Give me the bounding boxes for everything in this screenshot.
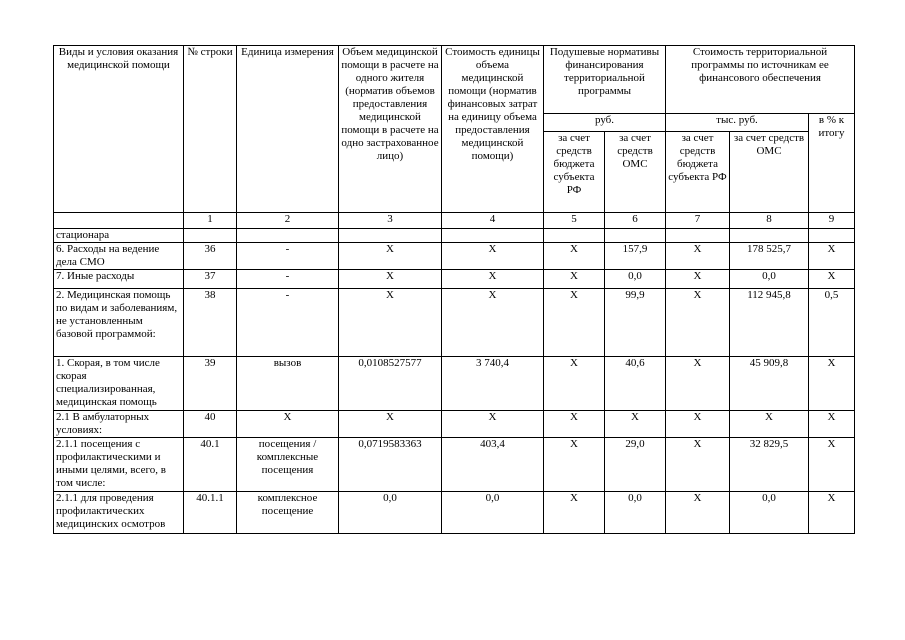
row-num: 40.1.1 [184,492,237,534]
row-total-budget: Х [666,411,730,438]
row-per-capita-budget: Х [544,270,605,289]
col-number: 9 [809,213,855,229]
col-number-blank [54,213,184,229]
row-total-budget: Х [666,438,730,492]
col-number: 4 [442,213,544,229]
row-cost: Х [442,270,544,289]
table-row [54,411,855,438]
row-cost: Х [442,411,544,438]
row-unit: - [237,289,339,357]
row-per-capita-oms: 29,0 [605,438,666,492]
row-name: 1. Скорая, в том числе скорая специализированная, медицинская помощь [54,357,184,411]
header-pct: в % к итогу [809,114,855,213]
row-unit: Х [237,411,339,438]
table-row [54,270,855,289]
row-unit: - [237,243,339,270]
header-budget: за счет средств бюджета субъекта РФ [544,132,605,213]
row-volume: 0,0 [339,492,442,534]
row-volume: Х [339,243,442,270]
row-total-budget: Х [666,289,730,357]
row-num: 38 [184,289,237,357]
row-unit: вызов [237,357,339,411]
header-stoim: Стоимость единицы объема медицинской помощи (норматив финансовых затрат на единицу объема предоставления медицинской помощи) [442,46,544,213]
header-oms2: за счет средств ОМС [730,132,809,213]
col-number: 6 [605,213,666,229]
row-per-capita-budget: Х [544,357,605,411]
medical-care-table [53,45,855,534]
header-tys-rub: тыс. руб. [666,114,809,132]
header-podush: Подушевые нормативы финансирования территориальной программы [544,46,666,114]
table-row [54,492,855,534]
col-number: 3 [339,213,442,229]
table-row [54,357,855,411]
col-number: 7 [666,213,730,229]
row-percent: Х [809,492,855,534]
row-per-capita-budget: Х [544,492,605,534]
header-budget2: за счет средств бюджета субъекта РФ [666,132,730,213]
row-cost: 0,0 [442,492,544,534]
row-cost: 403,4 [442,438,544,492]
row-num: 36 [184,243,237,270]
row-total-oms: 112 945,8 [730,289,809,357]
row-unit: комплексное посещение [237,492,339,534]
row-total-oms: 0,0 [730,492,809,534]
row-per-capita-budget: Х [544,411,605,438]
col-number: 2 [237,213,339,229]
row-name: 7. Иные расходы [54,270,184,289]
table-row [54,289,855,357]
row-name: 2.1 В амбулаторных условиях: [54,411,184,438]
row-unit: - [237,270,339,289]
row-total-oms: 32 829,5 [730,438,809,492]
row-cost: Х [442,243,544,270]
row-total-budget: Х [666,270,730,289]
row-per-capita-budget: Х [544,289,605,357]
row-per-capita-oms: 157,9 [605,243,666,270]
row-total-budget: Х [666,492,730,534]
row-per-capita-oms: Х [605,411,666,438]
row-num: 40 [184,411,237,438]
row-volume: 0,0719583363 [339,438,442,492]
row-per-capita-oms: 0,0 [605,270,666,289]
row-percent: Х [809,243,855,270]
row-cost: 3 740,4 [442,357,544,411]
row-name: 2.1.1 для проведения профилактических медицинских осмотров [54,492,184,534]
table-row [54,438,855,492]
row-total-budget: Х [666,243,730,270]
continuation-row [54,229,855,243]
header-obem: Объем медицинской помощи в расчете на одного жителя (норматив объемов предоставления медицинской помощи в расчете на одно застрахованное лицо) [339,46,442,213]
header-vid: Виды и условия оказания медицинской помощи [54,46,184,213]
row-total-oms: Х [730,411,809,438]
row-total-oms: 178 525,7 [730,243,809,270]
header-ed: Единица измерения [237,46,339,213]
column-numbers-row [54,213,855,229]
row-per-capita-oms: 99,9 [605,289,666,357]
row-percent: Х [809,411,855,438]
row-total-oms: 0,0 [730,270,809,289]
row-num: 39 [184,357,237,411]
row-name: 6. Расходы на ведение дела СМО [54,243,184,270]
row-volume: 0,0108527577 [339,357,442,411]
col-number: 5 [544,213,605,229]
col-number: 8 [730,213,809,229]
table-row [54,243,855,270]
row-total-budget: Х [666,357,730,411]
row-num: 40.1 [184,438,237,492]
row-per-capita-budget: Х [544,243,605,270]
row-name: 2.1.1 посещения с профилактическими и иными целями, всего, в том числе: [54,438,184,492]
row-percent: Х [809,357,855,411]
row-percent: Х [809,270,855,289]
row-per-capita-oms: 40,6 [605,357,666,411]
row-percent: 0,5 [809,289,855,357]
continuation-text: стационара [54,229,184,243]
row-per-capita-budget: Х [544,438,605,492]
row-volume: Х [339,270,442,289]
row-num: 37 [184,270,237,289]
header-stoim-prog: Стоимость территориальной программы по источникам ее финансового обеспечения [666,46,855,114]
row-volume: Х [339,411,442,438]
header-nom: № строки [184,46,237,213]
row-volume: Х [339,289,442,357]
row-per-capita-oms: 0,0 [605,492,666,534]
col-number: 1 [184,213,237,229]
row-name: 2. Медицинская помощь по видам и заболеваниям, не установленным базовой программой: [54,289,184,357]
row-unit: посещения / комплексные посещения [237,438,339,492]
header-rub: руб. [544,114,666,132]
row-percent: Х [809,438,855,492]
header-oms: за счет средств ОМС [605,132,666,213]
row-cost: Х [442,289,544,357]
row-total-oms: 45 909,8 [730,357,809,411]
